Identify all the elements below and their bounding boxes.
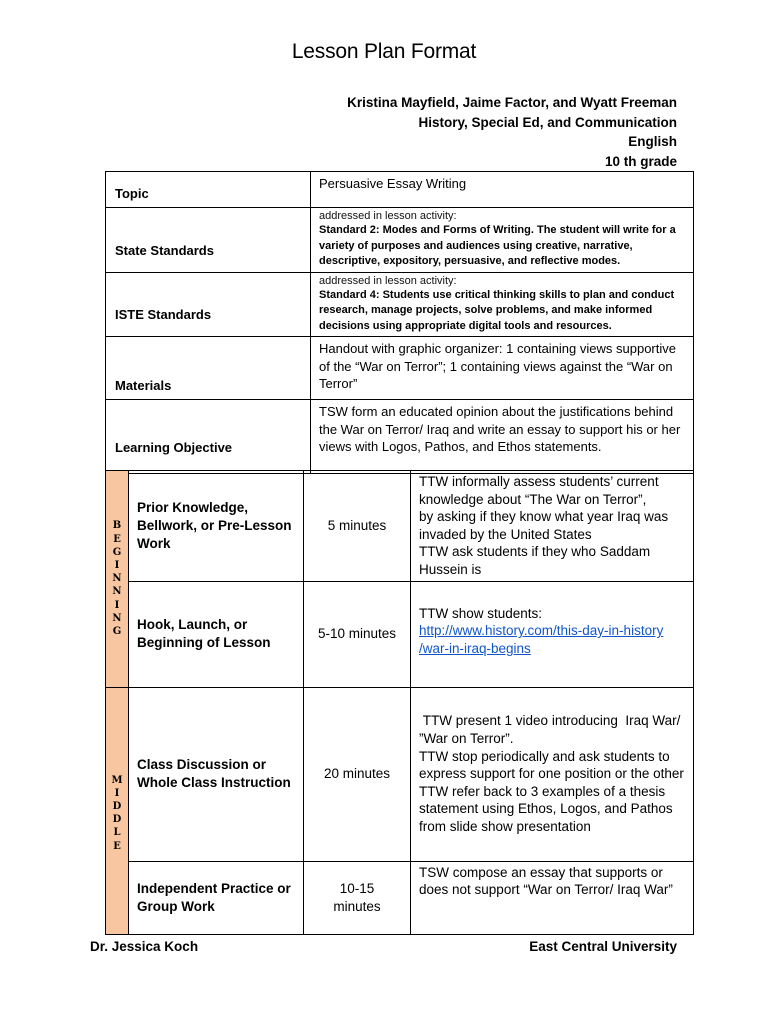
beginning-letter: E xyxy=(113,533,121,545)
middle-letter: D xyxy=(112,814,122,826)
beginning-letters xyxy=(106,519,128,638)
history-link-part1[interactable]: http://www.history.com/this-day-in-history xyxy=(419,623,664,639)
objective-label: Learning Objective xyxy=(106,400,311,474)
beginning-letter: G xyxy=(112,546,122,558)
middle-letter: E xyxy=(113,840,121,852)
authors: Kristina Mayfield, Jaime Factor, and Wyatt Freeman xyxy=(347,95,677,110)
discussion-phase: Class Discussion or Whole Class Instruction xyxy=(129,687,304,861)
middle-letter: I xyxy=(114,787,120,799)
beginning-section-label xyxy=(106,471,129,688)
prior-activity-line2: by asking if they know what year Iraq was invaded by the United States xyxy=(419,509,669,542)
prior-knowledge-row xyxy=(106,471,694,582)
topic-row xyxy=(106,172,694,208)
state-standards-label: State Standards xyxy=(106,208,311,273)
prior-knowledge-phase: Prior Knowledge, Bellwork, or Pre-Lesson Work xyxy=(129,471,304,582)
materials-label: Materials xyxy=(106,337,311,400)
beginning-letter: N xyxy=(112,573,122,585)
beginning-letter: I xyxy=(114,559,120,571)
discussion-activity-line1: TTW present 1 video introducing Iraq War/ ”War on Terror”. xyxy=(419,713,685,747)
discussion-time: 20 minutes xyxy=(304,687,411,861)
prior-knowledge-activity xyxy=(411,471,694,582)
history-link-part2[interactable]: /war-in-iraq-begins xyxy=(419,640,531,656)
discussion-row xyxy=(106,687,694,861)
middle-letters xyxy=(106,774,128,853)
topic-label: Topic xyxy=(106,172,311,208)
beginning-letter: G xyxy=(112,625,122,637)
prior-activity-line3: TTW ask students if they who Saddam Hussein is xyxy=(419,544,651,577)
middle-letter: D xyxy=(112,800,122,812)
middle-letter: M xyxy=(111,774,123,786)
independent-time: 10-15 minutes xyxy=(304,861,411,934)
state-standards-cell xyxy=(311,208,694,273)
hook-activity xyxy=(411,581,694,687)
hook-activity-line1: TTW show students: xyxy=(419,605,543,621)
hook-phase: Hook, Launch, or Beginning of Lesson xyxy=(129,581,304,687)
iste-standards-head: addressed in lesson activity: xyxy=(319,274,457,287)
beginning-letter: B xyxy=(112,520,122,532)
prior-knowledge-time: 5 minutes xyxy=(304,471,411,582)
state-standards-head: addressed in lesson activity: xyxy=(319,210,457,222)
topic-value: Persuasive Essay Writing xyxy=(311,172,694,208)
overview-table xyxy=(105,171,694,474)
independent-row xyxy=(106,861,694,934)
hook-time: 5-10 minutes xyxy=(304,581,411,687)
hook-row xyxy=(106,581,694,687)
footer-instructor: Dr. Jessica Koch xyxy=(90,939,199,954)
activities-table xyxy=(105,470,694,935)
beginning-letter: I xyxy=(114,599,120,611)
grade: 10 th grade xyxy=(604,153,677,169)
independent-activity xyxy=(411,861,694,934)
state-standards-row xyxy=(106,208,694,273)
prior-activity-line1: TTW informally assess students’ current knowledge about “The War on Terror”, xyxy=(419,474,659,507)
iste-standards-value: Standard 4: Students use critical thinking skills to plan and conduct research, manage projects, solve problems, and make informed decisions using appropriate digital tools and resources. xyxy=(319,288,675,332)
independent-activity-line1: TSW compose an essay that supports or does not support “War on Terror/ Iraq War” xyxy=(419,864,673,898)
materials-value: Handout with graphic organizer: 1 containing views supportive of the “War on Terror”; 1 containing views against the “War on Terror” xyxy=(311,337,694,400)
discussion-activity-line3: TTW refer back to 3 examples of a thesis statement using Ethos, Logos, and Pathos from slide show presentation xyxy=(419,783,673,835)
objective-row xyxy=(106,400,694,474)
page-title: Lesson Plan Format xyxy=(291,40,477,63)
departments: History, Special Ed, and Communication xyxy=(418,114,677,130)
middle-letter: L xyxy=(113,827,121,839)
iste-standards-cell xyxy=(311,272,694,337)
iste-standards-row xyxy=(106,272,694,337)
history-link[interactable] xyxy=(419,623,663,656)
independent-phase: Independent Practice or Group Work xyxy=(129,861,304,934)
footer-university: East Central University xyxy=(529,939,677,954)
state-standards-value: Standard 2: Modes and Forms of Writing. The student will write for a variety of purposes and audiences using creative, narrative, descriptive, expository, persuasive, and reflective modes. xyxy=(319,224,676,267)
discussion-activity xyxy=(411,687,694,861)
header-info xyxy=(347,93,677,171)
objective-value: TSW form an educated opinion about the justifications behind the War on Terror/ Iraq and write an essay to support his or her views with Logos, Pathos, and Ethos statements. xyxy=(311,400,694,474)
materials-row xyxy=(106,337,694,400)
middle-section-label xyxy=(106,687,129,934)
iste-standards-label: ISTE Standards xyxy=(106,272,311,337)
beginning-letter: N xyxy=(112,612,122,624)
discussion-activity-line2: TTW stop periodically and ask students to express support for one position or the other xyxy=(419,748,684,782)
beginning-letter: N xyxy=(112,586,122,598)
subject: English xyxy=(628,134,677,149)
